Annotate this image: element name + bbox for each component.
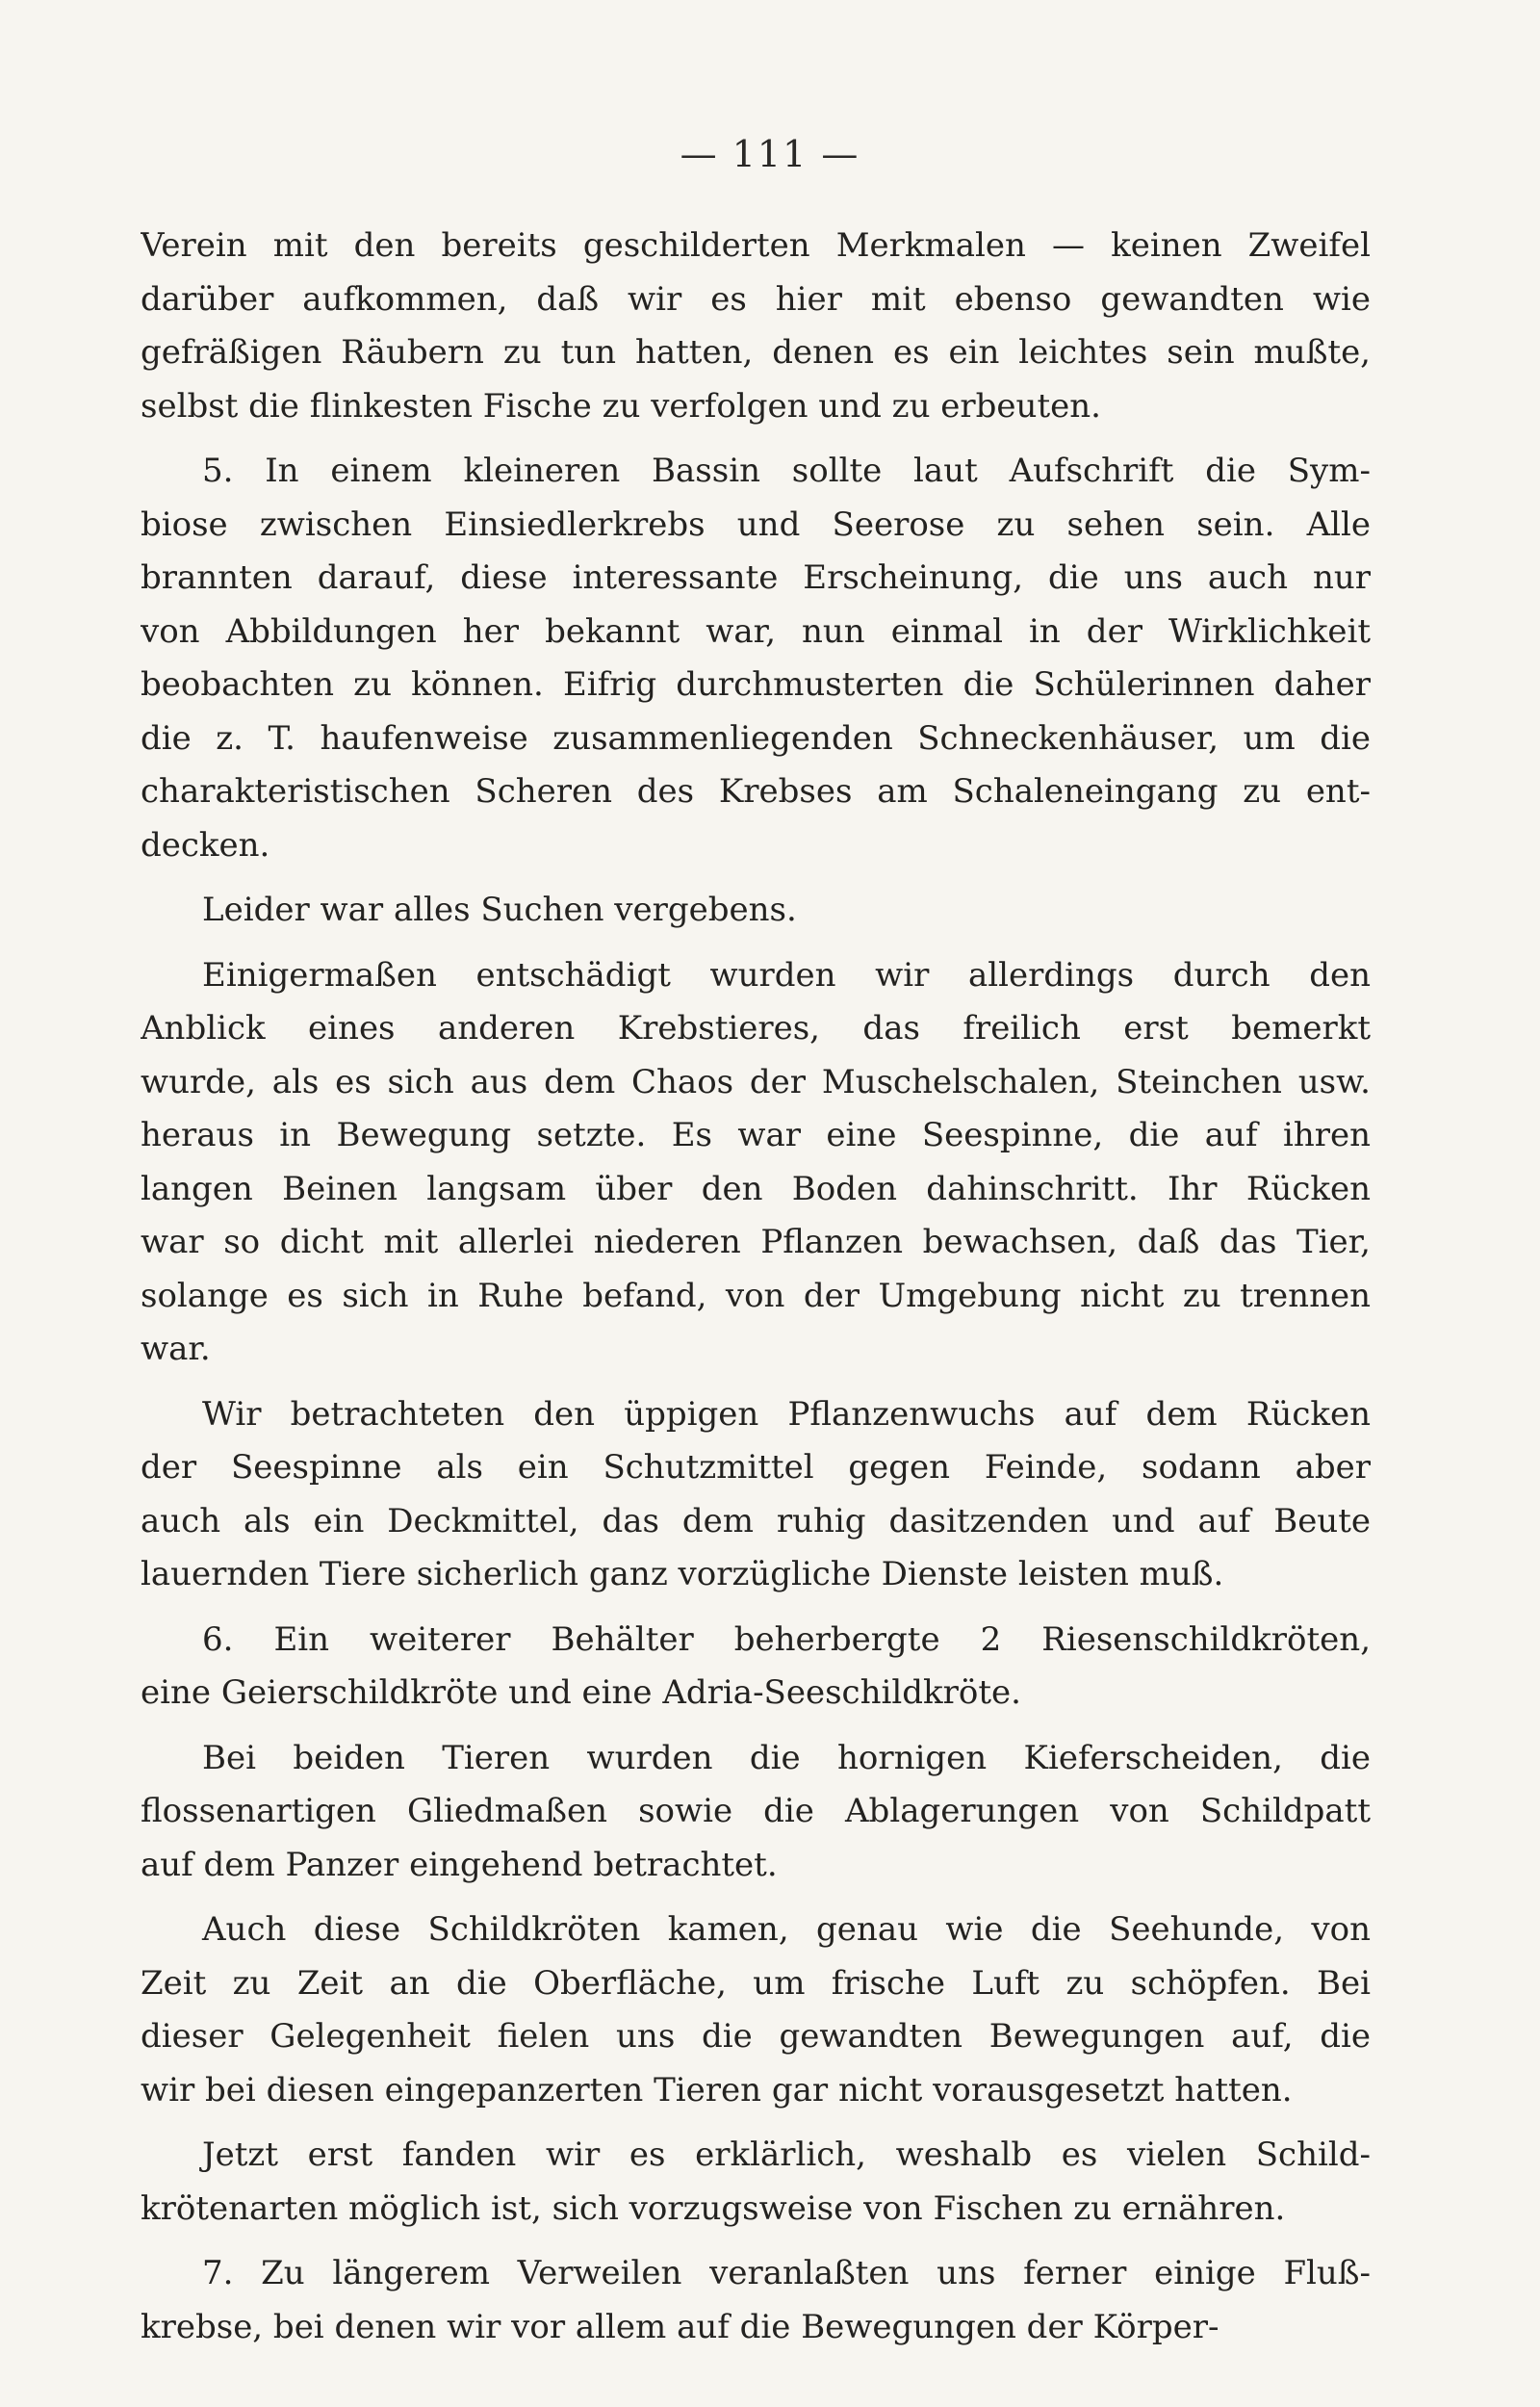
paragraph-gap — [141, 1602, 1371, 1614]
paragraph — [141, 2247, 1371, 2354]
text-line: heraus in Bewegung setzte. Es war eine Seespinne, die auf ihren — [141, 1116, 1371, 1154]
text-line: krebse, bei denen wir vor allem auf die Bewegungen der Körper- — [141, 2307, 1219, 2346]
text-line: eine Geierschildkröte und eine Adria-Seeschildkröte. — [141, 1673, 1021, 1712]
paragraph-gap — [141, 872, 1371, 884]
paragraph — [141, 2129, 1371, 2236]
text-line: Bei beiden Tieren wurden die hornigen Kieferscheiden, die — [202, 1738, 1371, 1777]
text-line: Wir betrachteten den üppigen Pflanzenwuchs auf dem Rücken — [202, 1394, 1371, 1434]
paragraph-gap — [141, 938, 1371, 949]
text-line: solange es sich in Ruhe befand, von der Umgebung nicht zu trennen — [141, 1276, 1371, 1315]
text-line: flossenartigen Gliedmaßen sowie die Ablagerungen von Schildpatt — [141, 1792, 1371, 1830]
text-line: auf dem Panzer eingehend betrachtet. — [141, 1845, 778, 1884]
text-line: Zeit zu Zeit an die Oberfläche, um frische Luft zu schöpfen. Bei — [141, 1963, 1371, 2003]
text-line: 5. In einem kleineren Bassin sollte laut Aufschrift die Sym- — [202, 452, 1371, 490]
text-line: 7. Zu längerem Verweilen veranlaßten uns ferner einige Fluß- — [202, 2254, 1371, 2292]
text-line: war. — [141, 1330, 211, 1368]
text-line: Auch diese Schildkröten kamen, genau wie die Seehunde, von — [202, 1910, 1371, 1949]
paragraph — [141, 1614, 1371, 1721]
text-line: auch als ein Deckmittel, das dem ruhig dasitzenden und auf Beute — [141, 1501, 1371, 1540]
text-line: wir bei diesen eingepanzerten Tieren gar nicht vorausgesetzt hatten. — [141, 2070, 1293, 2109]
paragraph — [141, 884, 1371, 938]
text-line: brannten darauf, diese interessante Erscheinung, die uns auch nur — [141, 558, 1371, 597]
text-line: 6. Ein weiterer Behälter beherbergte 2 Riesenschildkröten, — [202, 1619, 1371, 1659]
text-line: beobachten zu können. Eifrig durchmusterten die Schülerinnen daher — [141, 665, 1371, 704]
paragraph-gap — [141, 2117, 1371, 2129]
paragraph — [141, 220, 1371, 433]
paragraph — [141, 1388, 1371, 1602]
text-line: darüber aufkommen, daß wir es hier mit ebenso gewandten wie — [141, 279, 1371, 319]
paragraph — [141, 1903, 1371, 2117]
text-line: biose zwischen Einsiedlerkrebs und Seerose zu sehen sein. Alle — [141, 505, 1371, 544]
body-text — [141, 220, 1371, 2354]
text-line: lauernden Tiere sicherlich ganz vorzügliche Dienste leisten muß. — [141, 1555, 1224, 1593]
paragraph — [141, 1732, 1371, 1893]
text-line: wurde, als es sich aus dem Chaos der Muschelschalen, Steinchen usw. — [141, 1062, 1371, 1101]
text-line: Einigermaßen entschädigt wurden wir allerdings durch den — [202, 955, 1371, 995]
text-line: Anblick eines anderen Krebstieres, das freilich erst bemerkt — [141, 1009, 1371, 1048]
text-line: dieser Gelegenheit fielen uns die gewandten Bewegungen auf, die — [141, 2017, 1371, 2056]
text-line: Jetzt erst fanden wir es erklärlich, weshalb es vielen Schild- — [202, 2135, 1371, 2174]
text-line: krötenarten möglich ist, sich vorzugsweise von Fischen zu ernähren. — [141, 2188, 1286, 2228]
text-line: war so dicht mit allerlei niederen Pflanzen bewachsen, daß das Tier, — [141, 1223, 1371, 1261]
text-line: die z. T. haufenweise zusammenliegenden Schneckenhäuser, um die — [141, 718, 1371, 758]
text-line: langen Beinen langsam über den Boden dahinschritt. Ihr Rücken — [141, 1169, 1371, 1208]
text-line: von Abbildungen her bekannt war, nun einmal in der Wirklichkeit — [141, 611, 1371, 651]
text-line: Leider war alles Suchen vergebens. — [202, 891, 797, 929]
page-number: — 111 — — [680, 133, 860, 175]
text-line: decken. — [141, 825, 270, 865]
paragraph — [141, 949, 1371, 1377]
paragraph-gap — [141, 2236, 1371, 2247]
text-line: Verein mit den bereits geschilderten Merkmalen — keinen Zweifel — [141, 226, 1371, 265]
paragraph-gap — [141, 1377, 1371, 1388]
text-line: gefräßigen Räubern zu tun hatten, denen es ein leichtes sein mußte, — [141, 333, 1371, 372]
paragraph-gap — [141, 1892, 1371, 1903]
paragraph-gap — [141, 433, 1371, 445]
text-line: charakteristischen Scheren des Krebses am Schaleneingang zu ent- — [141, 772, 1371, 811]
text-line: der Seespinne als ein Schutzmittel gegen Feinde, sodann aber — [141, 1448, 1371, 1487]
paragraph — [141, 445, 1371, 872]
text-line: selbst die flinkesten Fische zu verfolgen und zu erbeuten. — [141, 386, 1101, 426]
paragraph-gap — [141, 1721, 1371, 1732]
